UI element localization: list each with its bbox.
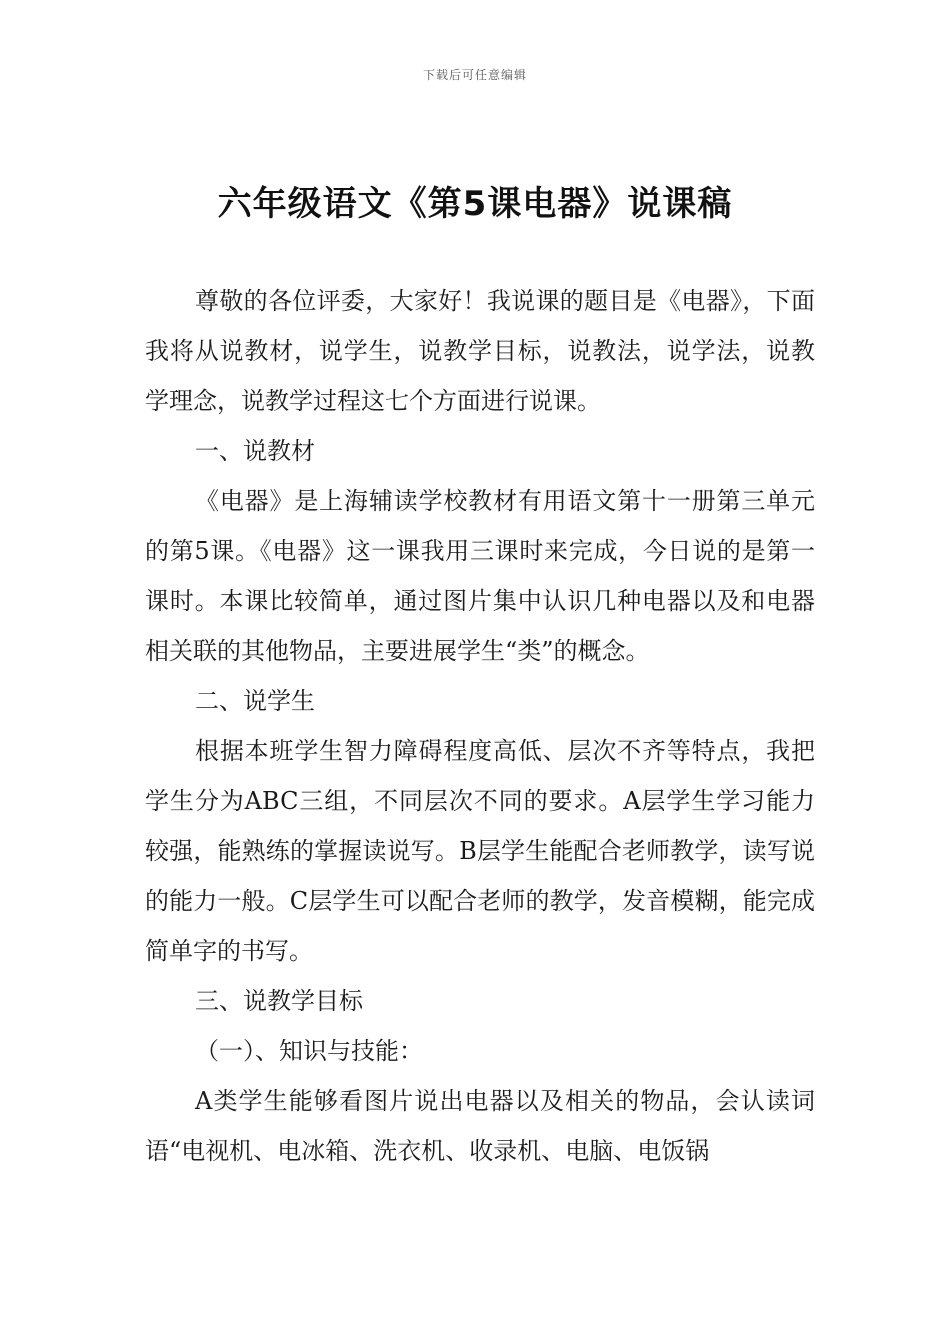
header-note: 下载后可任意编辑 xyxy=(422,68,527,82)
paragraph-students: 根据本班学生智力障碍程度高低、层次不齐等特点，我把学生分为ABC三组，不同层次不同的要求。A层学生学习能力较强，能熟练的掌握读说写。B层学生能配合老师教学，读写说的能力一般。C层学生可以配合老师的教学，发音模糊，能完成简单字的书写。 xyxy=(145,737,815,965)
document-title: 六年级语文《第5课电器》说课稿 xyxy=(217,184,733,224)
section-heading-students: 二、说学生 xyxy=(195,687,315,715)
paragraph-intro: 尊敬的各位评委，大家好！我说课的题目是《电器》，下面我将从说教材，说学生，说教学目标，说教法，说学法，说教学理念，说教学过程这七个方面进行说课。 xyxy=(145,287,815,415)
paragraph-textbook: 《电器》是上海辅读学校教材有用语文第十一册第三单元的第5课。《电器》这一课我用三课时来完成，今日说的是第一课时。本课比较简单，通过图片集中认识几种电器以及和电器相关联的其他物品，主要进展学生“类”的概念。 xyxy=(145,487,815,665)
section-heading-objectives: 三、说教学目标 xyxy=(195,987,363,1015)
document-body xyxy=(145,276,815,1176)
section-heading-textbook: 一、说教材 xyxy=(195,437,315,465)
paragraph-knowledge-skills: A类学生能够看图片说出电器以及相关的物品，会认读词语“电视机、电冰箱、洗衣机、收录机、电脑、电饭锅 xyxy=(145,1087,815,1165)
subheading-knowledge-skills: （一）、知识与技能： xyxy=(195,1037,423,1065)
